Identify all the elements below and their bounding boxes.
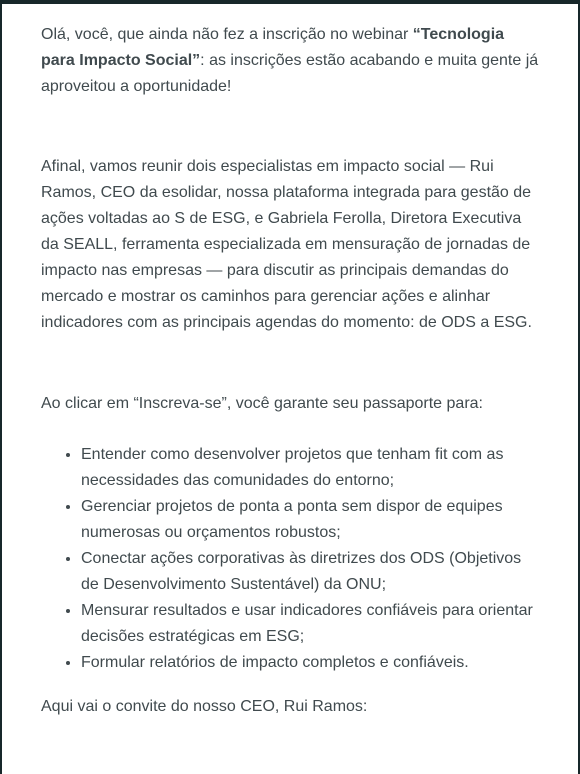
benefits-list: [41, 442, 541, 676]
intro-lead: Olá, você, que ainda não fez a inscrição no webinar: [41, 26, 413, 43]
list-item: • Entender como desenvolver projetos que tenham fit com as necessidades das comunidades do entorno;: [81, 442, 541, 494]
speakers-paragraph: Afinal, vamos reunir dois especialistas em impacto social — Rui Ramos, CEO da esolidar, nossa plataforma integrada para gestão de ações voltadas ao S de ESG, e Gabriela Ferolla, Diretora Executiva da SEALL, ferramenta especializada em mensuração de jornadas de impacto nas empresas — para discutir as principais demandas do mercado e mostrar os caminhos para gerenciar ações e alinhar indicadores com as principais agendas do momento: de ODS a ESG.: [41, 158, 532, 331]
closing-paragraph: Aqui vai o convite do nosso CEO, Rui Ramos:: [41, 698, 368, 715]
email-top-border: [0, 0, 580, 4]
webinar-title: “Tecnologia para Impacto Social”: [41, 26, 505, 69]
intro-rest: : as inscrições estão acabando e muita gente já aproveitou a oportunidade!: [41, 52, 539, 95]
list-item: • Formular relatórios de impacto completos e confiáveis.: [81, 650, 541, 676]
email-left-border: [0, 0, 2, 774]
signup-paragraph: Ao clicar em “Inscreva-se”, você garante seu passaporte para:: [41, 395, 483, 412]
list-item: • Mensurar resultados e usar indicadores confiáveis para orientar decisões estratégicas em ESG;: [81, 598, 541, 650]
list-item: • Gerenciar projetos de ponta a ponta sem dispor de equipes numerosas ou orçamentos robustos;: [81, 494, 541, 546]
intro-paragraph: [41, 22, 541, 100]
email-body: [41, 22, 541, 720]
list-item: • Conectar ações corporativas às diretrizes dos ODS (Objetivos de Desenvolvimento Sustentável) da ONU;: [81, 546, 541, 598]
